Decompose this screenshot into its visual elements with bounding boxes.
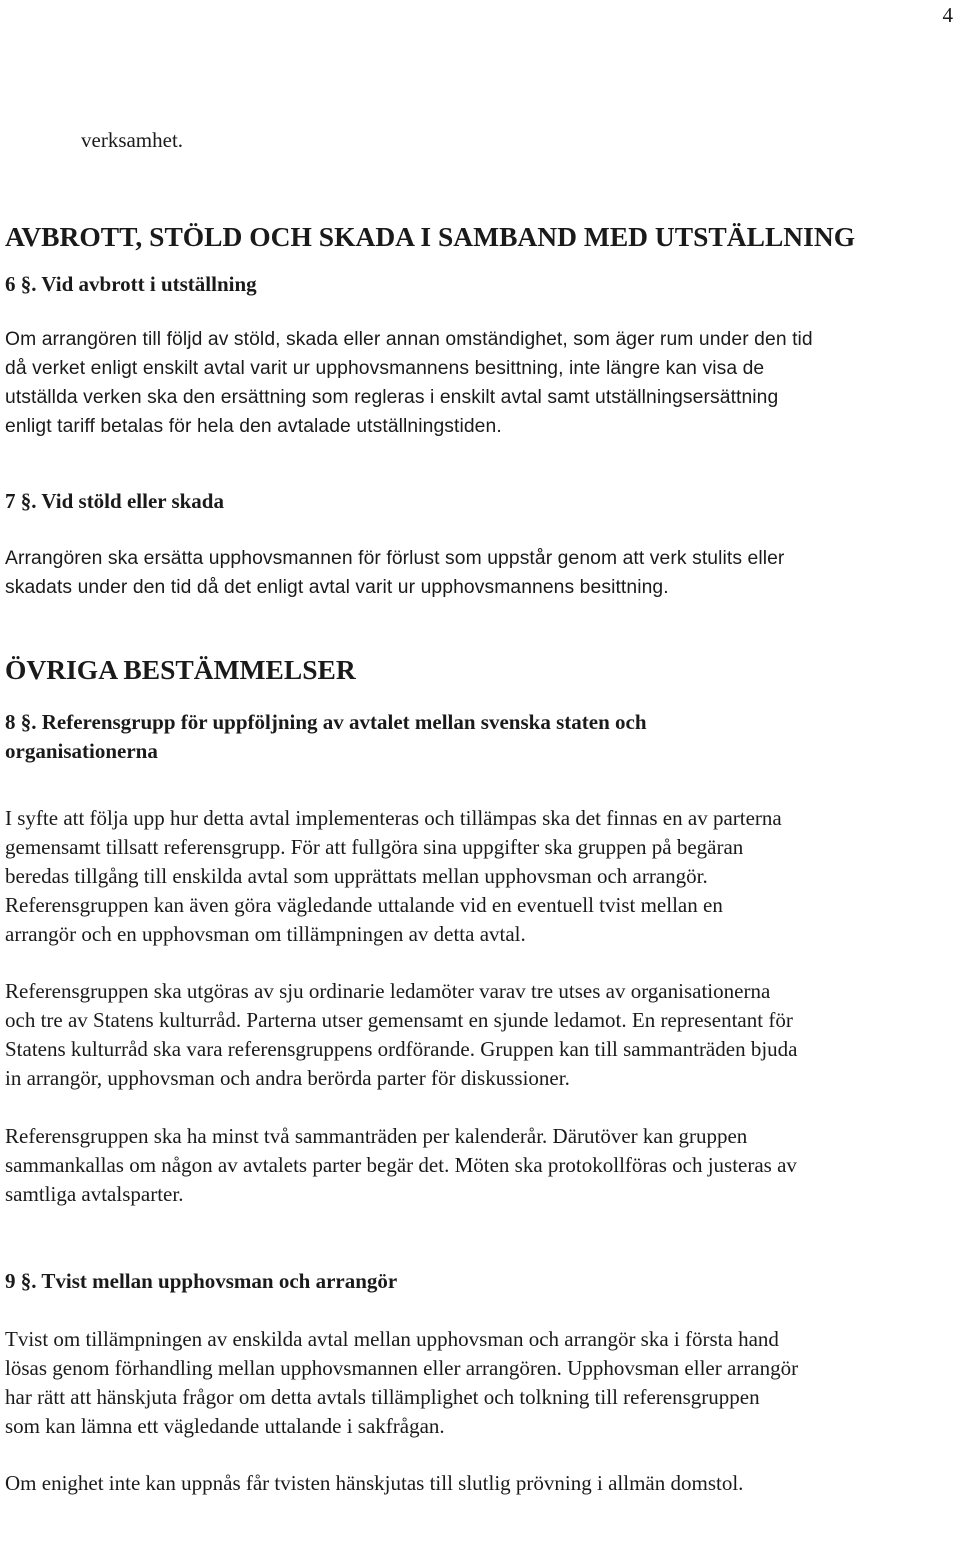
paragraph-heading-9: 9 §. Tvist mellan upphovsman och arrangör — [5, 1269, 398, 1293]
section-heading-ovriga: ÖVRIGA BESTÄMMELSER — [5, 654, 356, 685]
paragraph-6-text: Om arrangören till följd av stöld, skada eller annan omständighet, som äger rum under den tid då verket enligt enskilt avtal varit ur upphovsmannens besittning, inte längre kan visa de utställda verken ska den ersättning som regleras i enskilt avtal samt utställningsersättning enligt tariff betalas för hela den avtalade utställningstiden. — [5, 329, 813, 437]
paragraph-9-text-2: Om enighet inte kan uppnås får tvisten hänskjutas till slutlig prövning i allmän domstol. — [5, 1471, 744, 1495]
section-heading-avbrott: AVBROTT, STÖLD OCH SKADA I SAMBAND MED UTSTÄLLNING — [5, 221, 856, 252]
paragraph-heading-7: 7 §. Vid stöld eller skada — [5, 489, 224, 513]
paragraph-heading-8: 8 §. Referensgrupp för uppföljning av avtalet mellan svenska staten och organisationerna — [5, 710, 647, 763]
page-number: 4 — [942, 3, 953, 27]
paragraph-8-text-1: I syfte att följa upp hur detta avtal implementeras och tillämpas ska det finnas en av parterna gemensamt tillsatt referensgrupp. För att fullgöra sina uppgifter ska gruppen på begäran beredas tillgång till enskilda avtal som upprättats mellan upphovsman och arrangör. Referensgruppen kan även göra vägledande uttalande vid en eventuell tvist mellan en arrangör och en upphovsman om tillämpningen av detta avtal. — [5, 806, 782, 946]
continuation-text: verksamhet. — [81, 128, 184, 152]
document-body — [5, 126, 960, 1498]
paragraph-8-text-3: Referensgruppen ska ha minst två sammanträden per kalenderår. Därutöver kan gruppen sammankallas om någon av avtalets parter begär det. Möten ska protokollföras och justeras av samtliga avtalsparter. — [5, 1124, 797, 1206]
paragraph-heading-6: 6 §. Vid avbrott i utställning — [5, 272, 257, 296]
paragraph-7-text: Arrangören ska ersätta upphovsmannen för förlust som uppstår genom att verk stulits eller skadats under den tid då det enligt avtal varit ur upphovsmannens besittning. — [5, 548, 785, 598]
paragraph-8-text-2: Referensgruppen ska utgöras av sju ordinarie ledamöter varav tre utses av organisationerna och tre av Statens kulturråd. Parterna utser gemensamt en sjunde ledamot. En representant för Statens kulturråd ska vara referensgruppens ordförande. Gruppen kan till sammanträden bjuda in arrangör, upphovsman och andra berörda parter för diskussioner. — [5, 979, 798, 1090]
paragraph-9-text-1: Tvist om tillämpningen av enskilda avtal mellan upphovsman och arrangör ska i första hand lösas genom förhandling mellan upphovsmannen eller arrangören. Upphovsman eller arrangör har rätt att hänskjuta frågor om detta avtals tillämplighet och tolkning till referensgruppen som kan lämna ett vägledande uttalande i sakfrågan. — [5, 1327, 799, 1438]
